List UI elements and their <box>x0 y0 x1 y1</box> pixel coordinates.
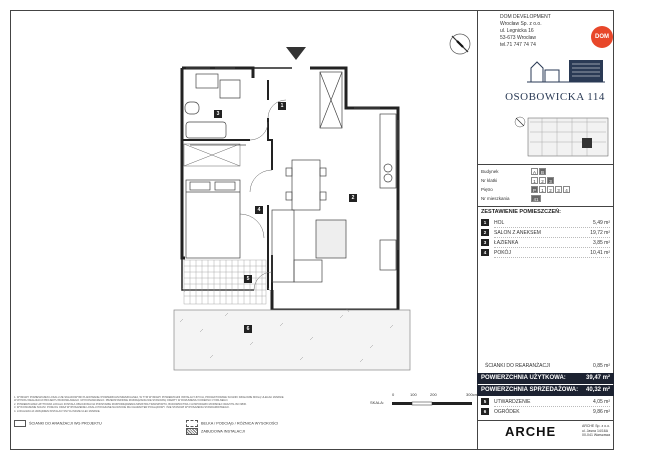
wardrobe <box>184 144 240 166</box>
outdoor-row <box>481 408 610 417</box>
terrace-paving <box>184 260 266 304</box>
legend-item <box>186 420 278 427</box>
room-number: 3 <box>481 239 489 246</box>
location-cell-selected: P <box>532 188 536 193</box>
room-number: 2 <box>481 229 489 236</box>
location-cell: 4 <box>563 186 570 193</box>
outdoor-name: OGRÓDEK <box>494 409 520 415</box>
scale-tick: 200 <box>430 392 437 397</box>
company-street: ul. Legnicka 16 <box>500 28 534 34</box>
legend-swatch-partition <box>14 420 26 427</box>
entrance-arrow <box>286 47 306 60</box>
arche-info <box>582 424 610 438</box>
building-logo <box>525 56 607 84</box>
legend-swatch-beam <box>186 420 198 427</box>
partition-area: 0,85 m² <box>593 363 610 369</box>
location-label: Budynek <box>481 169 499 174</box>
legend-text: ŚCIANKI DO ARANŻACJI WG PROJEKTU <box>29 421 102 426</box>
company-info <box>500 14 551 49</box>
outdoor-row <box>481 398 610 407</box>
dom-logo: DOM <box>591 26 613 48</box>
location-label: Piętro <box>481 187 493 192</box>
company-city: 53-673 Wrocław <box>500 35 537 41</box>
location-cell: A <box>532 170 536 175</box>
room-row <box>481 219 610 228</box>
scale-tick: 100 <box>410 392 417 397</box>
room-label-5: 5 <box>244 275 252 283</box>
garden-area <box>174 310 410 370</box>
room-area: 5,49 m² <box>593 220 610 226</box>
outdoor-number: 6 <box>481 408 489 415</box>
scale-tick: 300cm <box>466 392 479 397</box>
outdoor-name: UTWARDZENIE <box>494 399 531 405</box>
bedroom-bed <box>186 180 240 258</box>
location-row-stairwell <box>481 177 609 186</box>
dimension-ticks <box>182 288 349 312</box>
separator-bottom <box>477 420 614 421</box>
location-row-apartment <box>481 195 609 204</box>
scale-graphic <box>392 398 492 408</box>
usable-area-bar <box>477 373 614 384</box>
orientation-compass <box>450 34 470 54</box>
location-label: Nr mieszkania <box>481 196 510 201</box>
legend-row <box>14 428 344 436</box>
legend <box>14 420 344 436</box>
room-number: 1 <box>481 219 489 226</box>
room-row <box>481 229 610 238</box>
living-room-furniture <box>272 210 396 282</box>
arche-logo: ARCHE <box>505 424 557 439</box>
room-label-1: 1 <box>278 102 286 110</box>
room-area: 19,72 m² <box>590 230 610 236</box>
outdoor-area: 4,05 m² <box>593 399 610 405</box>
location-cell-selected: B <box>540 170 544 175</box>
room-name: ŁAZIENKA <box>494 240 519 246</box>
room-name: SALON Z ANEKSEM <box>494 230 541 236</box>
legend-swatch-installation <box>186 428 198 435</box>
row-divider <box>494 406 610 407</box>
row-divider <box>494 247 610 248</box>
room-label-3: 3 <box>214 110 222 118</box>
separator-rooms <box>477 206 614 207</box>
room-label-2: 2 <box>349 194 357 202</box>
room-name: POKÓJ <box>494 250 511 256</box>
outdoor-area: 9,86 m² <box>593 409 610 415</box>
disclaimer-line: 4. LOKALIZACJA URZĄDZEŃ INSTALACYJNYCH MOŻE ULEC ZMIANIE. <box>14 409 101 413</box>
row-divider <box>494 237 610 238</box>
sale-area-bar <box>477 385 614 396</box>
location-table <box>481 168 609 204</box>
outdoor-number: 5 <box>481 398 489 405</box>
key-plan <box>512 112 612 162</box>
usable-area-label: POWIERZCHNIA UŻYTKOWA: <box>481 375 566 381</box>
location-cell: 1 <box>539 186 546 193</box>
legend-row <box>14 420 344 428</box>
location-cell-selected: 3 <box>547 177 554 184</box>
row-divider <box>494 257 610 258</box>
room-label-6: 6 <box>244 325 252 333</box>
window-marks <box>186 68 398 250</box>
room-row <box>481 239 610 248</box>
room-area: 3,85 m² <box>593 240 610 246</box>
disclaimer-line: 3. WYKOŃCZENIE ŚCIAN I PODŁÓG ORAZ WYPOSAŻENIE LOKALU POKAZANE NA RZUCIE MA CHARAKTER POGLĄDOWY I NIE STANOWI WYPOSAŻENIA STANDARDOWEGO. <box>14 406 230 410</box>
row-divider <box>494 227 610 228</box>
partition-name: ŚCIANKI DO REARANŻACJI <box>485 363 551 369</box>
company-phone: tel.71 747 74 74 <box>500 42 536 48</box>
scale-tick: 0 <box>392 392 395 397</box>
location-label: Nr klatki <box>481 178 498 183</box>
location-cell: 2 <box>539 177 546 184</box>
location-cell-selected: 41 <box>531 195 541 202</box>
arche-info-line: ul. Jasna 14/16A <box>582 428 609 433</box>
legend-item <box>14 420 102 427</box>
rooms-header: ZESTAWIENIE POMIESZCZEŃ: <box>481 209 561 215</box>
legend-item <box>186 428 245 435</box>
disclaimer-line: 1. WYMIARY POMIESZCZEŃ LOKALU ZE SKŁADOWYMI PLANOWANEJ POWIERZCHNI MIESZKALNEJ, W TYM WYMIARY POWIERZCHNI INSTALACYJNYCH, PROJEKTOWANE ŚCIANKI DZIAŁOWE MOGĄ ULEGAĆ ZMIANIE <box>14 396 284 399</box>
kitchen-fixtures <box>286 72 396 210</box>
location-cell: 3 <box>555 186 562 193</box>
project-title: OSOBOWICKA 114 <box>505 91 605 103</box>
usable-area-value: 39,47 m² <box>585 375 610 381</box>
room-row <box>481 249 610 258</box>
room-number: 4 <box>481 249 489 256</box>
location-cell: 1 <box>531 177 538 184</box>
company-name: DOM DEVELOPMENT <box>500 14 551 20</box>
walls <box>182 68 398 310</box>
legend-text: BELKA / PODCIĄG / RÓŻNICA WYSOKOŚCI <box>201 421 279 426</box>
legend-text: ZABUDOWA INSTALACJI <box>201 429 245 434</box>
company-legal: Wrocław Sp. z o.o. <box>500 21 542 27</box>
location-row-floor <box>481 186 609 195</box>
scale-label: SKALA: <box>370 400 385 405</box>
separator-top <box>477 164 614 165</box>
disclaimer-line: W WYNIKU REALIZACJI PROJEKTU BUDOWLANEGO I WYKONAWCZEGO. PRZEDSTAWIONE ROZWIĄZANIA NIE STANOWIĄ OFERTY W ROZUMIENIU KODEKSU CYWILNEGO. <box>14 399 229 403</box>
room-name: HOL <box>494 220 505 226</box>
disclaimer-line: 2. POWIERZCHNIA UŻYTKOWA LOKALU ZOSTAŁA OBLICZONA NA PODSTAWIE ROZPORZĄDZENIA MINISTRA TRANSPORTU, BUDOWNICTWA I GOSPODARKI MORSKIEJ ORAZ PN-ISO 9836. <box>14 402 247 406</box>
door-swings <box>240 100 286 290</box>
arche-info-line: 00-041 Warszawa <box>582 433 611 437</box>
arche-info-line: ARCHE Sp. z o.o. <box>582 424 611 428</box>
room-label-4: 4 <box>255 206 263 214</box>
sale-area-label: POWIERZCHNIA SPRZEDAŻOWA: <box>481 387 579 393</box>
disclaimer-text <box>14 396 334 413</box>
partition-row <box>481 362 610 371</box>
location-row-building <box>481 168 609 177</box>
room-area: 10,41 m² <box>590 250 610 256</box>
sale-area-value: 40,32 m² <box>585 387 610 393</box>
location-cell: 2 <box>547 186 554 193</box>
